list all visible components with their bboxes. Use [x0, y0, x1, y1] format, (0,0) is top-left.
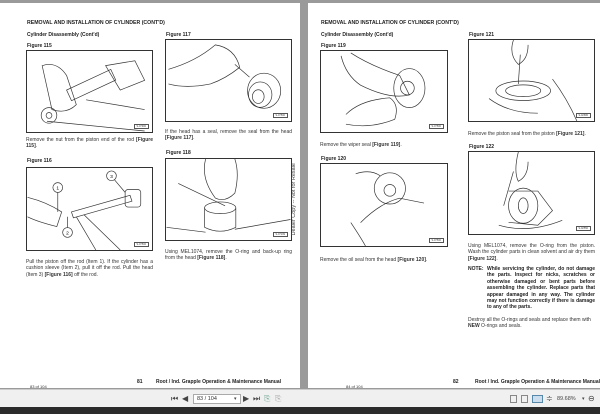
paste-icon[interactable]: ⎘	[275, 394, 282, 403]
figure-caption: Using MEL1074, remove the O-ring and back-up ring from the head [Figure 118].	[165, 249, 292, 262]
figure-label: Figure 118	[166, 150, 191, 156]
page-dropdown-icon[interactable]: ▾	[234, 396, 237, 402]
figure-label: Figure 116	[27, 158, 52, 164]
single-page-view-icon[interactable]	[510, 395, 517, 403]
figure-caption: Remove the piston seal from the piston [Figure 121].	[468, 131, 586, 137]
manual-title: Root / Ind. Grapple Operation & Maintenance Manual	[475, 379, 600, 385]
figure-121-image: S-02680	[468, 39, 595, 122]
figure-label: Figure 115	[27, 43, 52, 49]
two-page-view-icon[interactable]	[532, 395, 543, 403]
two-page-continuous-view-icon[interactable]: ≑	[546, 394, 553, 403]
figure-label: Figure 121	[469, 32, 495, 38]
svg-text:3: 3	[110, 174, 113, 180]
pdf-toolbar	[0, 389, 600, 407]
figure-caption: Using MEL1074, remove the O-ring from the piston. Wash the cylinder parts in clean solvent and air dry them [Figure 122].	[468, 243, 595, 262]
copy-icon[interactable]: ⎘	[264, 394, 271, 403]
page-number: 82	[453, 379, 459, 385]
figure-caption: Remove the nut from the piston end of the rod [Figure 115].	[26, 137, 153, 150]
figure-116-image: 1 2 3 S-07500	[26, 167, 153, 251]
figure-label: Figure 119	[321, 43, 346, 49]
taskbar	[0, 407, 600, 414]
subheading: Cylinder Disassembly (Cont'd)	[27, 32, 100, 38]
pdf-page-left	[0, 3, 300, 388]
figure-117-image: S-07500	[165, 39, 292, 122]
figure-115-image: S-07900	[26, 50, 153, 133]
sheet-number: 84 of 104	[346, 384, 363, 389]
svg-text:2: 2	[66, 231, 69, 237]
figure-119-image: S-07500	[320, 50, 448, 133]
watermark: Dealer Copy -- Not for Resale	[291, 163, 297, 236]
figure-caption: Remove the wiper seal [Figure 119].	[320, 142, 402, 148]
manual-title: Root / Ind. Grapple Operation & Maintenance Manual	[156, 379, 282, 385]
figure-caption: Pull the piston off the rod (Item 1). If the cylinder has a cushion sleeve (Item 2), pull it off the rod. Pull the head (Item 3) [Figure 116] off the rod.	[26, 259, 153, 278]
note: NOTE: While servicing the cylinder, do not damage the parts. Inspect for nicks, scratches or otherwise damaged or bent parts before assembling the cylinder. Replace parts that appear damaged in any way. The cylinder may not function correctly if there is damage to any of the parts.	[468, 266, 595, 311]
sheet-number: 83 of 104	[30, 384, 47, 389]
figure-caption: Remove the oil seal from the head [Figure 120].	[320, 257, 428, 263]
next-page-icon[interactable]: ▶	[243, 394, 250, 403]
last-page-icon[interactable]: ⏭	[253, 394, 261, 403]
figure-caption: If the head has a seal, remove the seal from the head [Figure 117].	[165, 129, 292, 142]
svg-text:1: 1	[56, 186, 60, 192]
section-heading: REMOVAL AND INSTALLATION OF CYLINDER (CONT'D)	[27, 20, 165, 26]
pdf-page-right	[308, 3, 600, 388]
figure-label: Figure 117	[166, 32, 191, 38]
zoom-dropdown-icon[interactable]: ▾	[582, 396, 585, 402]
figure-label: Figure 120	[321, 156, 347, 162]
first-page-icon[interactable]: ⏮	[171, 394, 179, 403]
figure-118-image: S-07199	[165, 158, 292, 241]
page-number: 81	[137, 379, 143, 385]
subheading: Cylinder Disassembly (Cont'd)	[321, 32, 394, 38]
zoom-out-icon[interactable]: ⊖	[588, 394, 595, 403]
figure-122-image: S-02550	[468, 151, 595, 235]
page-number-input[interactable]: 83 / 104	[193, 394, 241, 404]
section-heading: REMOVAL AND INSTALLATION OF CYLINDER (CONT'D)	[321, 20, 459, 26]
continuous-view-icon[interactable]	[521, 395, 528, 403]
zoom-level[interactable]: 89.68%	[557, 396, 576, 402]
destroy-instructions: Destroy all the O-rings and seals and replace them with NEW O-rings and seals.	[468, 317, 591, 330]
previous-page-icon[interactable]: ◀	[182, 394, 189, 403]
figure-120-image: S-07500	[320, 163, 448, 247]
figure-label: Figure 122	[469, 144, 495, 150]
